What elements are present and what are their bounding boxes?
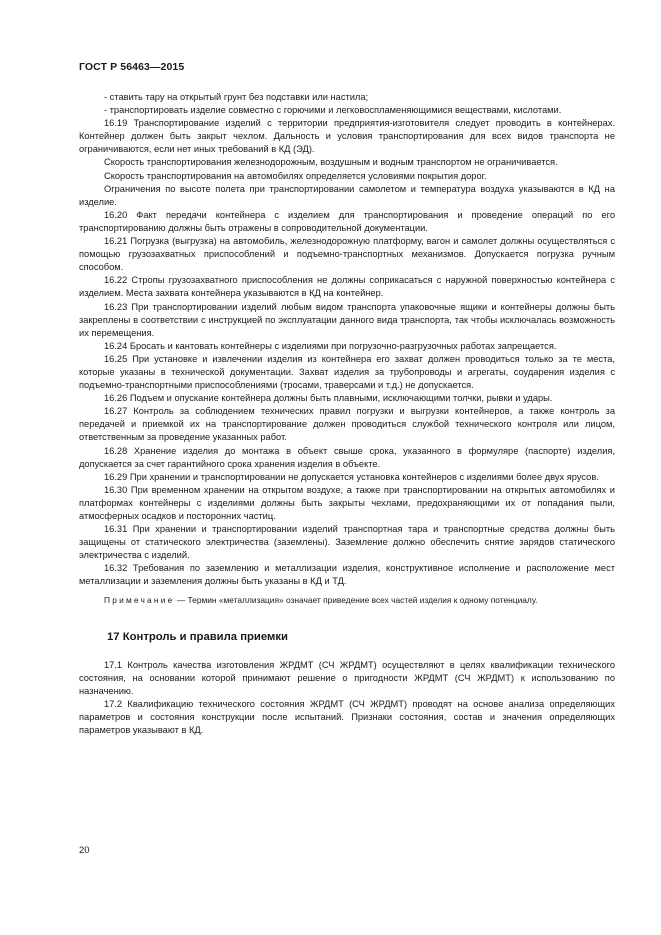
document-body: [79, 91, 615, 737]
paragraph: 16.28 Хранение изделия до монтажа в объект свыше срока, указанного в формуляре (паспорте) изделия, допускается за счет гарантийного срока хранения изделия в объекте.: [79, 445, 615, 469]
paragraph: Ограничения по высоте полета при транспортировании самолетом и температура воздуха указываются в КД на изделие.: [79, 183, 615, 207]
paragraph: 16.21 Погрузка (выгрузка) на автомобиль, железнодорожную платформу, вагон и самолет должны осуществляться с помощью грузозахватных приспособлений и подъемно-транспортных механизмов. Допускается погрузка ручным способом.: [79, 236, 615, 273]
paragraph: 16.31 При хранении и транспортировании изделий транспортная тара и транспортные средства должны быть защищены от статического электричества (заземлены). Заземление должно обеспечить снятие зарядов статического электричества с изделий.: [79, 524, 615, 561]
paragraph: 16.20 Факт передачи контейнера с изделием для транспортирования и проведение операций по его транспортированию должны быть отражены в сопроводительной документации.: [79, 209, 615, 233]
paragraph: 16.23 При транспортировании изделий любым видом транспорта упаковочные ящики и контейнеры должны быть закреплены в соответствии с инструкцией по эксплуатации данного вида транспорта, так чтобы исключалась возможность их перемещения.: [79, 301, 615, 338]
section-title: 17 Контроль и правила приемки: [107, 630, 288, 643]
document-header: ГОСТ Р 56463—2015: [79, 61, 185, 73]
paragraph: 16.22 Стропы грузозахватного приспособления не должны соприкасаться с наружной поверхностью контейнера с изделием. Места захвата контейнера указываются в КД на контейнер.: [79, 275, 615, 299]
paragraph: 16.26 Подъем и опускание контейнера должны быть плавными, исключающими толчки, рывки и удары.: [104, 393, 553, 404]
note-text: — Термин «металлизация» означает приведение всех частей изделия к одному потенциалу.: [176, 594, 538, 605]
paragraph: Скорость транспортирования железнодорожным, воздушным и водным транспортом не ограничивается.: [104, 157, 558, 168]
paragraph: 16.19 Транспортирование изделий с территории предприятия-изготовителя следует проводить в контейнерах. Контейнер должен быть закрыт чехлом. Дальность и условия транспортирования для всех видов транспорта не ограничиваются, если нет иных требований в КД (ЭД).: [79, 118, 615, 155]
page-number: 20: [79, 845, 90, 856]
note-label: Примечание: [104, 594, 175, 605]
paragraph: 17.2 Квалификацию технического состояния ЖРДМТ (СЧ ЖРДМТ) проводят на основе анализа определяющих параметров и состояния конструкции после испытаний. Признаки состояния, состав и значения определяющих параметров указывают в КД.: [79, 698, 615, 736]
paragraph: 17.1 Контроль качества изготовления ЖРДМТ (СЧ ЖРДМТ) осуществляют в целях квалификации технического состояния, на основании которой принимают решение о пригодности ЖРДМТ (СЧ ЖРДМТ) к использованию по назначению.: [79, 659, 615, 696]
paragraph: 16.30 При временном хранении на открытом воздухе, а также при транспортировании на открытых автомобилях и платформах контейнеры с изделиями должны быть закрыты чехлами, предохраняющими их от попадания пыли, атмосферных осадков и посторонних частиц.: [79, 484, 615, 521]
paragraph: 16.32 Требования по заземлению и металлизации изделия, конструктивное исполнение и расположение мест металлизации и заземления должны быть указаны в КД и ТД.: [79, 563, 615, 587]
paragraph: Скорость транспортирования на автомобилях определяется условиями покрытия дорог.: [104, 170, 487, 181]
paragraph: - транспортировать изделие совместно с горючими и легковоспламеняющимися веществами, кислотами.: [104, 105, 562, 116]
paragraph: 16.27 Контроль за соблюдением технических правил погрузки и выгрузки контейнеров, а также контроль за передачей и приемкой их на транспортирование должен проводиться службой технического контроля или лицом, ответственным за проведение указанных работ.: [79, 406, 615, 443]
note: [79, 594, 615, 606]
paragraph: 16.29 При хранении и транспортировании не допускается установка контейнеров с изделиями более двух ярусов.: [104, 471, 599, 482]
paragraph: - ставить тару на открытый грунт без подставки или настила;: [104, 92, 369, 102]
paragraph: 16.25 При установке и извлечении изделия из контейнера его захват должен проводиться только за те места, которые указаны в технической документации. Захват изделия за трубопроводы и агрегаты, соударения изделия с подъемно-транспортными приспособлениями (тросами, траверсами и т.д.) не допускается.: [79, 353, 615, 391]
paragraph: 16.24 Бросать и кантовать контейнеры с изделиями при погрузочно-разгрузочных работах запрещается.: [104, 340, 557, 351]
